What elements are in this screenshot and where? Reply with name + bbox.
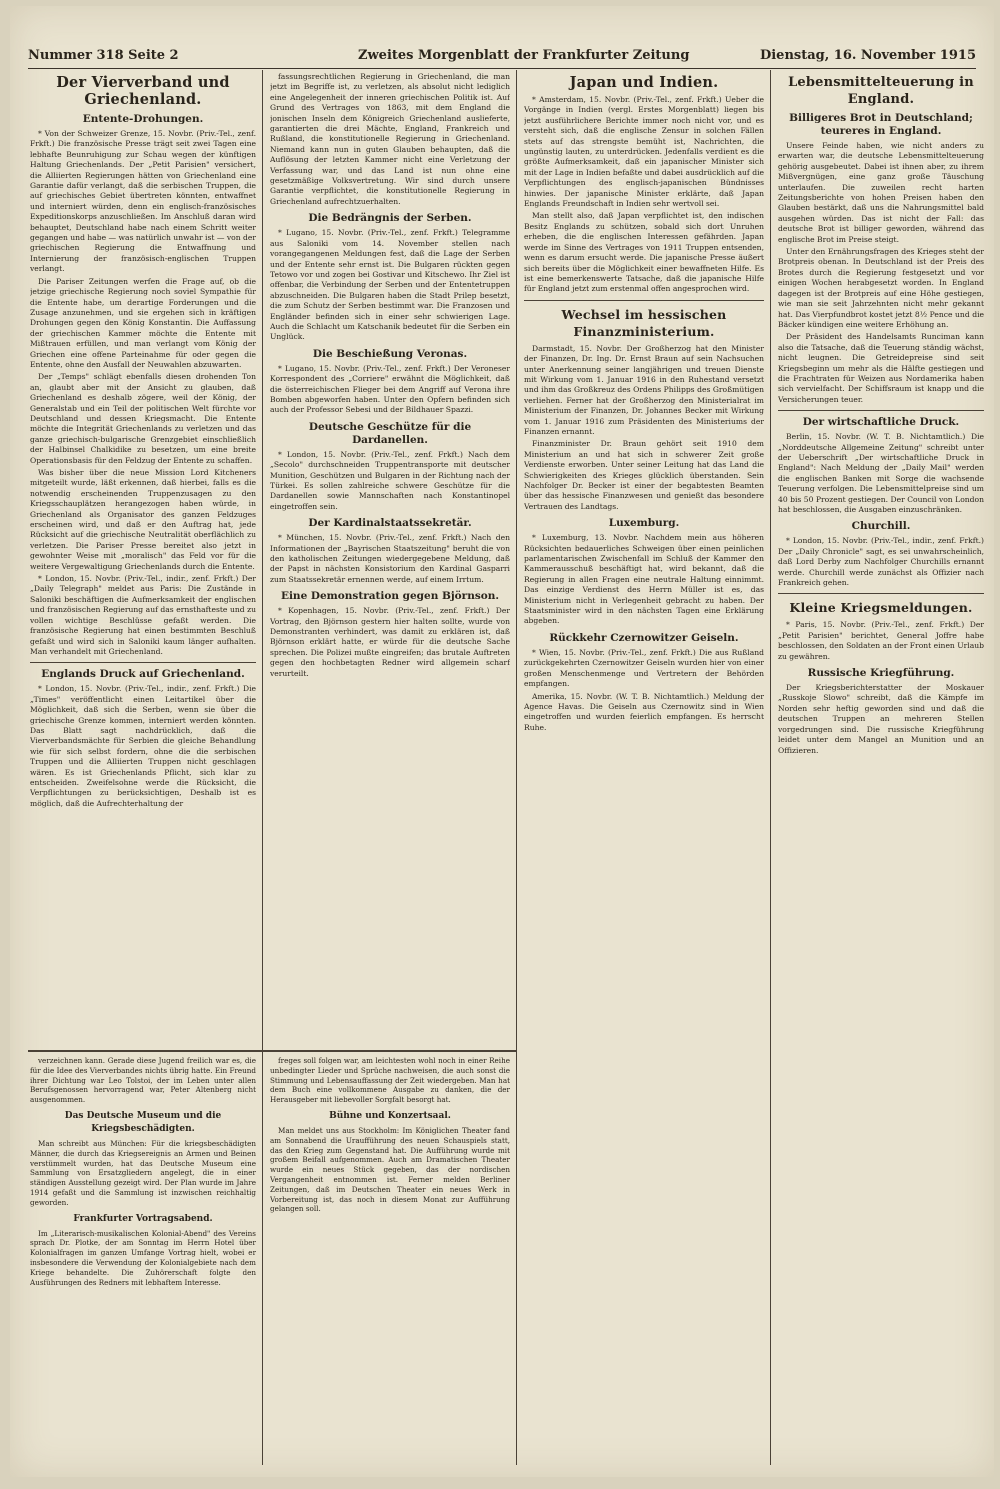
divider — [30, 662, 256, 663]
page-number: Nummer 318 Seite 2 — [28, 48, 179, 63]
article-paragraph: freges soll folgen war, am leichtesten wohl noch in einer Reihe unbedingter Lieder und Sprüche nachweisen, die auch sonst die Stimmung und Lebensauffassung der Zeit wiedergeben. Man hat dem Buch eine vollkommene Ausgabe zu danken, die der Herausgeber mit liebevoller Sorgfalt besorgt hat. — [270, 1056, 510, 1105]
column-3 — [524, 72, 764, 1462]
article-paragraph: * Lugano, 15. Novbr. (Priv.-Tel., zenf. Frkft.) Telegramme aus Saloniki vom 14. November stellen nach vorangegangenen Meldungen fest, daß die Lage der Serben und der Entente sehr ernst ist. Die Bulgaren rückten gegen Tetowo vor und zogen bei Gostivar und Kitschewo. Ihr Ziel ist offenbar, die Verbindung der Serben und der Ententetruppen abzuschneiden. Die Bulgaren haben die Stadt Prilep besetzt, die zum Schutz der Serben bestimmt war. Die Franzosen und Engländer befinden sich in einer sehr schwierigen Lage. Auch die Schlacht um Katschanik bedeutet für die Serben ein Unglück. — [270, 228, 510, 342]
headline-japan-indien: Japan und Indien. — [569, 74, 719, 91]
article-paragraph: Der Präsident des Handelsamts Runciman kann also die Tatsache, daß die Teuerung ständig wächst, nicht leugnen. Die Getreidepreise sind seit Kriegsbeginn um mehr als die Hälfte gestiegen und die Frachtraten für Weizen aus Nordamerika haben sich vervielfacht. Der Schiffsraum ist knapp und die Versicherungen teuer. — [778, 332, 984, 404]
column-4 — [778, 72, 984, 1462]
article-paragraph: * München, 15. Novbr. (Priv.-Tel., zenf. Frkft.) Nach den Informationen der „Bayrischen Staatszeitung" beruht die von den katholischen Zeitungen wiedergegebene Meldung, daß der Papst in nächsten Konsistorium den Kardinal Gasparri zum Staatssekretär ernennen werde, auf einem Irrtum. — [270, 533, 510, 584]
headline-finanzministerium: Wechsel im hessischen Finanzministerium. — [561, 306, 727, 339]
feuilleton-rule — [28, 1050, 516, 1052]
article-paragraph: Unsere Feinde haben, wie nicht anders zu erwarten war, die deutsche Lebensmittelteuerung gehörig ausgebeutet. Dabei ist ihnen aber, zu ihrem Mißvergnügen, eine ganz große Täuschung unterlaufen. Die zuweilen recht harten Zeitungsberichte von hohen Preisen haben den Glauben bestärkt, daß uns die Nahrungsmittel bald ausgehen würden. Das ist nicht der Fall: das deutsche Brot ist billiger geworden, während das englische Brot im Preise steigt. — [778, 141, 984, 244]
headline-vierverband: Der Vierverband und Griechenland. — [56, 74, 230, 108]
article-paragraph: Amerika, 15. Novbr. (W. T. B. Nichtamtlich.) Meldung der Agence Havas. Die Geiseln aus Czernowitz sind in Wien eingetroffen und wurden feierlich empfangen. Es herrscht Ruhe. — [524, 691, 764, 732]
article-paragraph: Die Pariser Zeitungen werfen die Frage auf, ob die jetzige griechische Regierung noch soviel Sympathie für die Entente habe, um derartige Forderungen und die Zusage anzunehmen, und sie ergehen sich in kräftigen Drohungen gegen den König Konstantin. Die Auffassung der griechischen Kammer möchte die Entente mit Mißtrauen erfüllen, und man verlangt vom König der Griechen eine offene Parteinahme für oder gegen die Entente, ohne den Ausfall der Neuwahlen abzuwarten. — [30, 276, 256, 369]
article-paragraph: * London, 15. Novbr. (Priv.-Tel., indir., zenf. Frkft.) Der „Daily Chronicle" sagt, es sei unwahrscheinlich, daß Lord Derby zum Nachfolger Churchills ernannt werde. Churchill werde zunächst als Offizier nach Frankreich gehen. — [778, 536, 984, 588]
article-paragraph: * Kopenhagen, 15. Novbr. (Priv.-Tel., zenf. Frkft.) Der Vortrag, den Björnson gestern hier halten sollte, wurde von Demonstranten verhindert, was damit zu erklären ist, daß Björnson erklärt hatte, er würde für die deutsche Sache sprechen. Die Polizei mußte eingreifen; das brutale Auftreten gegen den hochbetagten Redner wird allgemein scharf verurteilt. — [270, 606, 510, 678]
article-paragraph: Man stellt also, daß Japan verpflichtet ist, den indischen Besitz Englands zu schützen, sobald sich dort Unruhen erheben, die die englischen Interessen gefährden. Japan werde im Sinne des Vertrages von 1911 Truppen entsenden, wenn es darum ersucht werde. Die japanische Presse äußert sich bereits über die Möglichkeit einer bewaffneten Hilfe. Es ist eine bemerkenswerte Tatsache, daß die japanische Hilfe für England jetzt zum erstenmal offen angesprochen wird. — [524, 211, 764, 294]
article-paragraph: * London, 15. Novbr. (Priv.-Tel., indir., zenf. Frkft.) Der „Daily Telegraph" meldet aus Paris: Die Zustände in Saloniki beschäftigen die Aufmerksamkeit der englischen und französischen Regierung auf das ernsthafteste und zu vollen wichtige Beschlüsse gefaßt werden. Die französische Regierung hat einen bestimmten Beschluß gefaßt und wird sich in Saloniki kaum länger aufhalten. Man verhandelt mit Griechenland. — [30, 574, 256, 656]
subhead-buehne: Bühne und Konzertsaal. — [329, 1110, 451, 1121]
divider — [778, 593, 984, 594]
subhead-russische: Russische Kriegführung. — [807, 667, 955, 680]
subhead-czernowitz: Rückkehr Czernowitzer Geiseln. — [549, 631, 739, 644]
column-rule — [516, 70, 517, 1465]
headline-lebensmittel: Lebensmittelteuerung in England. — [788, 75, 974, 107]
paper-title: Zweites Morgenblatt der Frankfurter Zeitung — [358, 48, 690, 63]
article-paragraph: Man meldet uns aus Stockholm: Im Königlichen Theater fand am Sonnabend die Uraufführung des neuen Schauspiels statt, das den Krieg zum Gegenstand hat. Die Aufführung wurde mit großem Beifall aufgenommen. Auch am Dramatischen Theater wurde ein neues Stück gegeben, das der nordischen Vergangenheit entnommen ist. Ferner melden Berliner Zeitungen, daß im Deutschen Theater ein neues Werk in Vorbereitung ist, das noch in diesem Monat zur Aufführung gelangen soll. — [270, 1125, 510, 1214]
column-2 — [270, 72, 510, 1046]
subhead-dardanellen: Deutsche Geschütze für die Dardanellen. — [308, 420, 472, 446]
article-paragraph: Der Kriegsberichterstatter der Moskauer „Russkoje Slowo" schreibt, daß die Kämpfe im Norden sehr heftig geworden sind und daß die deutschen Truppen an mehreren Stellen vorgedrungen sind. Die russische Kriegführung leidet unter dem Mangel an Munition und an Offizieren. — [778, 683, 984, 755]
article-paragraph: fassungsrechtlichen Regierung in Griechenland, die man jetzt im Begriffe ist, zu verletzen, als absolut nicht lediglich eine Angelegenheit der inneren griechischen Politik ist. Auf Grund des Vertrages von 1863, mit dem England die jonischen Inseln dem Königreich Griechenland auslieferte, garantierten die drei Mächte, England, Frankreich und Rußland, die konstitutionelle Regierung in Griechenland. Niemand kann nun in guten Glauben behaupten, daß die Auflösung der letzten Kammer nicht eine Verletzung der Verfassung war, und das Land ist nun ohne eine gesetzmäßige Volksvertretung. Wir sind durch unsere Garantie verpflichtet, die konstitutionelle Regierung in Griechenland aufrechtzuerhalten. — [270, 72, 510, 206]
article-paragraph: Man schreibt aus München: Für die kriegsbeschädigten Männer, die durch das Kriegsereignis an Armen und Beinen verstümmelt wurden, hat das Deutsche Museum eine Sammlung von Ersatzgliedern angelegt, die in einer ständigen Ausstellung gezeigt wird. Der Plan wurde im Jahre 1914 gefaßt und die Sammlung ist inzwischen reichhaltig geworden. — [30, 1138, 256, 1207]
headline-kriegsmeldungen: Kleine Kriegsmeldungen. — [789, 600, 973, 616]
article-paragraph: Unter den Ernährungsfragen des Krieges steht der Brotpreis obenan. In Deutschland ist der Preis des Brotes durch die Regierung festgesetzt und vor einigen Wochen herabgesetzt worden. In England dagegen ist der Brotpreis auf eine Höhe gestiegen, wie man sie seit Jahrzehnten nicht mehr gekannt hat. Das Vierpfundbrot kostet jetzt 8½ Pence und die Bäcker kündigen eine weitere Erhöhung an. — [778, 247, 984, 329]
article-paragraph: Berlin, 15. Novbr. (W. T. B. Nichtamtlich.) Die „Norddeutsche Allgemeine Zeitung" schreibt unter der Ueberschrift „Der wirtschaftliche Druck in England": Nach Meldung der „Daily Mail" werden die englischen Banken mit Sorge die wachsende Teuerung verfolgen. Die Lebensmittelpreise sind um 40 bis 50 Prozent gestiegen. Der Council von London hat beschlossen, die Ausgaben einzuschränken. — [778, 432, 984, 514]
subhead-churchill: Churchill. — [851, 520, 911, 533]
article-paragraph: * Paris, 15. Novbr. (Priv.-Tel., zenf. Frkft.) Der „Petit Parisien" berichtet, General Joffre habe beschlossen, den Soldaten an der Front einen Urlaub zu gewähren. — [778, 620, 984, 661]
feuilleton-middle — [270, 1056, 510, 1464]
article-paragraph: * London, 15. Novbr. (Priv.-Tel., zenf. Frkft.) Nach dem „Secolo" durchschneiden Truppentransporte mit deutscher Munition, Geschützen und Bulgaren in der Richtung nach der Türkei. Es sollen zahlreiche schwere Geschütze für die Dardanellen sowie Mannschaften nach Konstantinopel eingetroffen sein. — [270, 449, 510, 511]
subhead-brot: Billigeres Brot in Deutschland; teureres in England. — [789, 112, 973, 137]
column-rule — [770, 70, 771, 1465]
subhead-luxemburg: Luxemburg. — [608, 517, 680, 530]
article-paragraph: * Luxemburg, 13. Novbr. Nachdem mein aus höheren Rücksichten bedauerliches Schweigen über einen peinlichen parlamentarischen Zwischenfall im Schluß der Kammer den Kammerausschuß beschäftigt hat, wird bekannt, daß die Regierung in allen Fragen eine neutrale Haltung einnimmt. Das einzige Verdienst des Herrn Müller ist es, das Ministerium nicht in Verlegenheit gebracht zu haben. Der Staatsminister wird in den nächsten Tagen eine Erklärung abgeben. — [524, 533, 764, 626]
issue-date: Dienstag, 16. November 1915 — [759, 48, 976, 63]
subhead-verona: Die Beschießung Veronas. — [312, 347, 468, 360]
subhead-englands-druck: Englands Druck auf Griechenland. — [41, 668, 245, 681]
feuilleton-left — [30, 1056, 256, 1464]
article-paragraph: * Lugano, 15. Novbr. (Priv.-Tel., zenf. Frkft.) Der Veroneser Korrespondent des „Corriere" erwähnt die Möglichkeit, daß die österreichischen Flieger bei dem Angriff auf Verona ihre Bomben abgeworfen haben. Unter den Opfern befinden sich auch der Professor Sebesi und der Bildhauer Spazzi. — [270, 363, 510, 415]
article-paragraph: Der „Temps" schlägt ebenfalls diesen drohenden Ton an, glaubt aber mit der Ansicht zu glauben, daß Griechenland es deshalb zögere, weil der König, der Generalstab und ein Teil der politischen Welt fürchte vor Deutschland und dessen Kriegsmacht. Die Entente möchte die Integrität Griechenlands zu verletzen und das ganze griechisch-bulgarische Grenzgebiet einschließlich der Halbinsel Chalkidike zu besetzen, um eine breite Operationsbasis für den Feldzug der Entente zu schaffen. — [30, 372, 256, 465]
newspaper-page — [10, 6, 994, 1477]
article-paragraph: Was bisher über die neue Mission Lord Kitcheners mitgeteilt wurde, läßt erkennen, daß hierbei, falls es die notwendig erscheinenden Truppenzusagen zu den Kriegsschauplätzen herangezogen haben würde, in Griechenland als Organisator des ganzen Feldzuges erscheinen wird, und daß er den Auftrag hat, jede Rücksicht auf die griechische Neutralität oberflächlich zu verletzen. Die Pariser Presse bereitet also jetzt in gewohnter Weise mit „moralisch" das Feld vor für die weitere Vergewaltigung Griechenlands durch die Entente. — [30, 468, 256, 571]
subhead-kardinal: Der Kardinalstaatssekretär. — [308, 517, 472, 530]
article-paragraph: * Amsterdam, 15. Novbr. (Priv.-Tel., zenf. Frkft.) Ueber die Vorgänge in Indien (vergl. Erstes Morgenblatt) liegen bis jetzt ausführlichere Berichte immer noch nicht vor, und es versteht sich, daß die englische Zensur in solchen Fällen stets auf das strengste bemüht ist, Nachrichten, die ungünstig lauten, zu unterdrücken. Jedenfalls verdient es die größte Aufmerksamkeit, daß ein japanischer Minister sich mit der Lage in Indien befaßte und dabei ausdrücklich auf die Verpflichtungen des englisch-japanischen Bündnisses hinwies. Der japanische Minister erklärte, daß Japan Englands Freundschaft in Indien sehr wertvoll sei. — [524, 95, 764, 209]
article-paragraph: * Wien, 15. Novbr. (Priv.-Tel., zenf. Frkft.) Die aus Rußland zurückgekehrten Czernowitzer Geiseln wurden hier von einer großen Menschenmenge und Vertretern der Behörden empfangen. — [524, 647, 764, 689]
column-rule — [262, 70, 263, 1465]
page-header — [28, 46, 976, 69]
divider — [524, 300, 764, 301]
article-paragraph: * London, 15. Novbr. (Priv.-Tel., indir., zenf. Frkft.) Die „Times" veröffentlicht einen Leitartikel über die Möglichkeit, daß sich die Serben, wenn sie über die griechische Grenze kommen, interniert werden könnten. Das Blatt sagt nachdrücklich, daß die Vierverbandsmächte für Serbien die gleiche Behandlung wie für sich selbst fordern, ohne die die serbischen Truppen und die Alliierten Truppen nicht geschlagen wären. Es ist Griechenlands Pflicht, sich klar zu entscheiden. Zweifelsohne werde die Rücksicht, die Verpflichtungen zu berücksichtigen, Deshalb ist es möglich, daß die Aufrechterhaltung der — [30, 684, 256, 808]
divider — [778, 410, 984, 411]
subhead-bjoernson: Eine Demonstration gegen Björnson. — [280, 590, 500, 603]
article-paragraph: * Von der Schweizer Grenze, 15. Novbr. (Priv.-Tel., zenf. Frkft.) Die französische Presse trägt seit zwei Tagen eine lebhafte Beunruhigung zur Schau wegen der künftigen Haltung Griechenlands. Der „Petit Parisien" versichert, die Alliierten Regierungen hätten von Griechenland eine Garantie dafür verlangt, daß die serbischen Truppen, die auf griechisches Gebiet übertreten könnten, entwaffnet und interniert würden, denn ein englisch-französisches Expeditionskorps anzuschließen. Im Anschluß daran wird behauptet, Deutschland habe nach einem Schritt weiter gegangen und habe — was natürlich unwahr ist — von der griechischen Regierung die Entwaffnung und Internierung der französisch-englischen Truppen verlangt. — [30, 129, 256, 274]
subhead-museum: Das Deutsche Museum und die Kriegsbeschädigten. — [64, 1110, 222, 1134]
article-paragraph: Im „Literarisch-musikalischen Kolonial-Abend" des Vereins sprach Dr. Plotke, der am Sonntag im Herrn Hotel über Kolonialfragen im ganzen Umfange Vortrag hielt, wobei er insbesondere die Verwendung der Kolonialgebiete nach dem Kriege behandelte. Die Zuhörerschaft folgte den Ausführungen des Redners mit lebhaftem Interesse. — [30, 1228, 256, 1287]
article-paragraph: Finanzminister Dr. Braun gehört seit 1910 dem Ministerium an und hat sich in schwerer Zeit große Verdienste erworben. Unter seiner Leitung hat das Land die Schwierigkeiten des Krieges glücklich überstanden. Sein Nachfolger Dr. Becker ist einer der begabtesten Beamten über das hessische Finanzwesen und genießt das besondere Vertrauen des Landtags. — [524, 439, 764, 511]
subhead-entente: Entente-Drohungen. — [82, 113, 204, 125]
column-1 — [30, 72, 256, 1046]
article-paragraph: verzeichnen kann. Gerade diese Jugend freilich war es, die für die Idee des Vierverbandes nichts übrig hatte. Ein Freund ihrer Dichtung war Leo Tolstoi, der im Leben unter allen Berufsgenossen hervorragend war, Peter Altenberg nicht ausgenommen. — [30, 1056, 256, 1105]
subhead-wirtschaft: Der wirtschaftliche Druck. — [802, 416, 960, 429]
article-paragraph: Darmstadt, 15. Novbr. Der Großherzog hat den Minister der Finanzen, Dr. Ing. Dr. Ernst Braun auf sein Nachsuchen unter Anerkennung seiner langjährigen und treuen Dienste mit Wirkung vom 1. Januar 1916 in den Ruhestand versetzt und ihm das Großkreuz des Ordens Philipps des Großmütigen verliehen. Ferner hat der Großherzog den Ministerialrat im Ministerium der Finanzen, Dr. Johannes Becker mit Wirkung vom 1. Januar 1916 zum Präsidenten des Ministeriums der Finanzen ernannt. — [524, 343, 764, 436]
subhead-vortragsabend: Frankfurter Vortragsabend. — [73, 1213, 213, 1224]
subhead-serben: Die Bedrängnis der Serben. — [308, 212, 472, 225]
